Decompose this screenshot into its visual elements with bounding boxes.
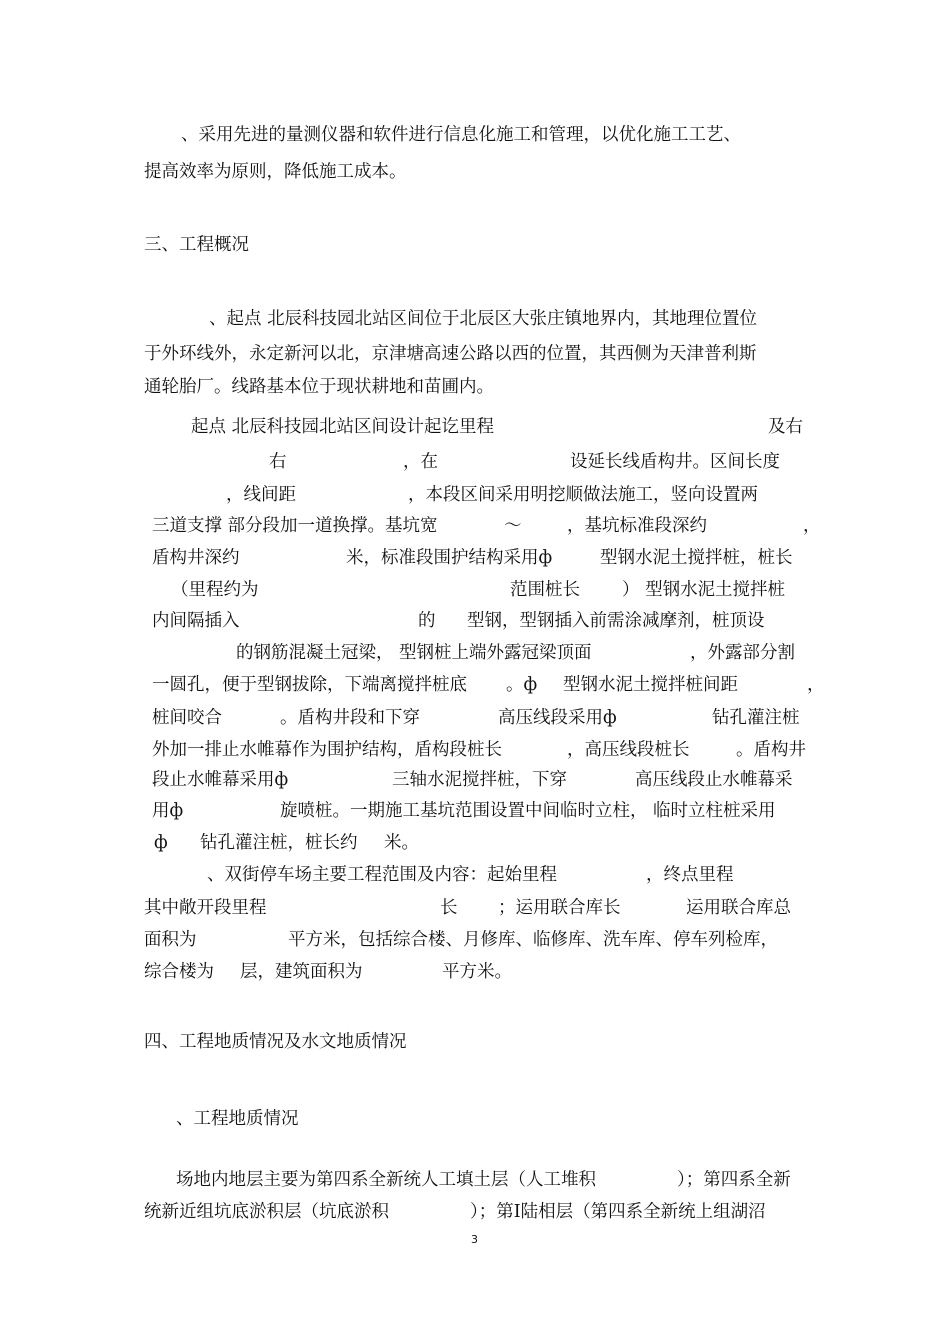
text-fragment: ，基坑标准段深约 — [567, 516, 707, 536]
text-fragment: 钻孔灌注桩，桩长约 — [200, 833, 358, 853]
text-fragment: 的钢筋混凝土冠梁， 型钢桩上端外露冠梁顶面 — [236, 643, 592, 663]
text-fragment: ～ — [504, 516, 522, 536]
text-line: 提高效率为原则，降低施工成本。 — [144, 162, 407, 182]
text-fragment: 段止水帷幕采用ф — [152, 770, 289, 790]
text-fragment: 外加一排止水帷幕作为围护结构，盾构段桩长 — [152, 740, 502, 760]
text-fragment: 盾构井深约 — [152, 548, 240, 568]
text-fragment: 米。 — [384, 833, 419, 853]
text-fragment: ，高压线段桩长 — [567, 740, 690, 760]
text-fragment: ，线间距 — [226, 485, 296, 505]
text-fragment: 三轴水泥搅拌桩，下穿 — [392, 770, 567, 790]
text-fragment: 。盾构井 — [736, 740, 806, 760]
text-fragment: ф — [154, 833, 168, 853]
text-fragment: （里程约为 — [171, 580, 259, 600]
text-fragment: ，在 — [403, 452, 438, 472]
section-heading: 三、工程概况 — [144, 235, 249, 255]
text-fragment: 其中敞开段里程 — [144, 898, 267, 918]
text-fragment: ）；第四系全新 — [677, 1170, 791, 1190]
text-fragment: ，外露部分割 — [690, 643, 795, 663]
text-fragment: 内间隔插入 — [152, 611, 240, 631]
text-line: 于外环线外，永定新河以北，京津塘高速公路以西的位置，其西侧为天津普利斯 — [144, 344, 757, 364]
text-fragment: 高压线段止水帷幕采 — [635, 770, 793, 790]
text-fragment: 长 — [440, 898, 458, 918]
text-fragment: ，本段区间采用明挖顺做法施工，竖向设置两 — [408, 485, 758, 505]
text-fragment: 、双街停车场主要工程范围及内容：起始里程 — [207, 865, 557, 885]
text-fragment: 层，建筑面积为 — [240, 962, 363, 982]
text-line: 起点 北辰科技园北站区间设计起讫里程 — [191, 417, 495, 437]
text-fragment: 高压线段采用ф — [498, 708, 617, 728]
text-fragment: 旋喷桩。一期施工基坑范围设置中间临时立柱， 临时立柱桩采用 — [280, 801, 776, 821]
text-fragment: 范围桩长 — [510, 580, 580, 600]
text-fragment: ，终点里程 — [646, 865, 734, 885]
text-fragment: 米，标准段围护结构采用ф — [346, 548, 553, 568]
text-fragment: 。盾构井段和下穿 — [280, 708, 420, 728]
text-line: 、采用先进的量测仪器和软件进行信息化施工和管理，以优化施工工艺、 — [181, 125, 741, 145]
text-fragment: ；运用联合库长 — [498, 898, 621, 918]
text-fragment: 钻孔灌注桩 — [712, 708, 800, 728]
text-line: 通轮胎厂。线路基本位于现状耕地和苗圃内。 — [144, 377, 494, 397]
text-fragment: 桩间咬合 — [152, 708, 222, 728]
subsection-heading: 、工程地质情况 — [176, 1109, 299, 1129]
text-fragment: 综合楼为 — [144, 962, 214, 982]
text-fragment: 统新近组坑底淤积层（坑底淤积 — [144, 1202, 389, 1222]
text-fragment: 型钢水泥土搅拌桩间距 — [563, 675, 738, 695]
text-fragment: 用ф — [152, 801, 184, 821]
text-fragment: 型钢水泥土搅拌桩，桩长 — [600, 548, 793, 568]
text-fragment: 型钢，型钢插入前需涂减摩剂，桩顶设 — [467, 611, 765, 631]
text-fragment: 右 — [269, 452, 287, 472]
text-fragment: ， — [803, 516, 821, 536]
text-fragment: ） 型钢水泥土搅拌桩 — [622, 580, 786, 600]
page-number: 3 — [471, 1233, 478, 1246]
text-fragment: 场地内地层主要为第四系全新统人工填土层（人工堆积 — [176, 1170, 596, 1190]
text-fragment: 设延长线盾构井。区间长度 — [570, 452, 780, 472]
text-line: 、起点 北辰科技园北站区间位于北辰区大张庄镇地界内，其地理位置位 — [209, 309, 758, 329]
section-heading: 四、工程地质情况及水文地质情况 — [144, 1032, 407, 1052]
text-fragment: ）；第Ⅰ陆相层（第四系全新统上组湖沼 — [470, 1202, 766, 1222]
text-fragment: 三道支撑 部分段加一道换撑。基坑宽 — [152, 516, 438, 536]
text-fragment: 面积为 — [144, 930, 197, 950]
text-fragment: 平方米，包括综合楼、月修库、临修库、洗车库、停车列检库， — [288, 930, 778, 950]
text-fragment: 。ф — [506, 675, 538, 695]
text-fragment: ， — [807, 675, 825, 695]
text-fragment: 的 — [418, 611, 436, 631]
text-fragment: 运用联合库总 — [686, 898, 791, 918]
text-fragment: 一圆孔，便于型钢拔除，下端离搅拌桩底 — [152, 675, 467, 695]
text-fragment: 平方米。 — [442, 962, 512, 982]
text-fragment: 及右 — [768, 417, 803, 437]
